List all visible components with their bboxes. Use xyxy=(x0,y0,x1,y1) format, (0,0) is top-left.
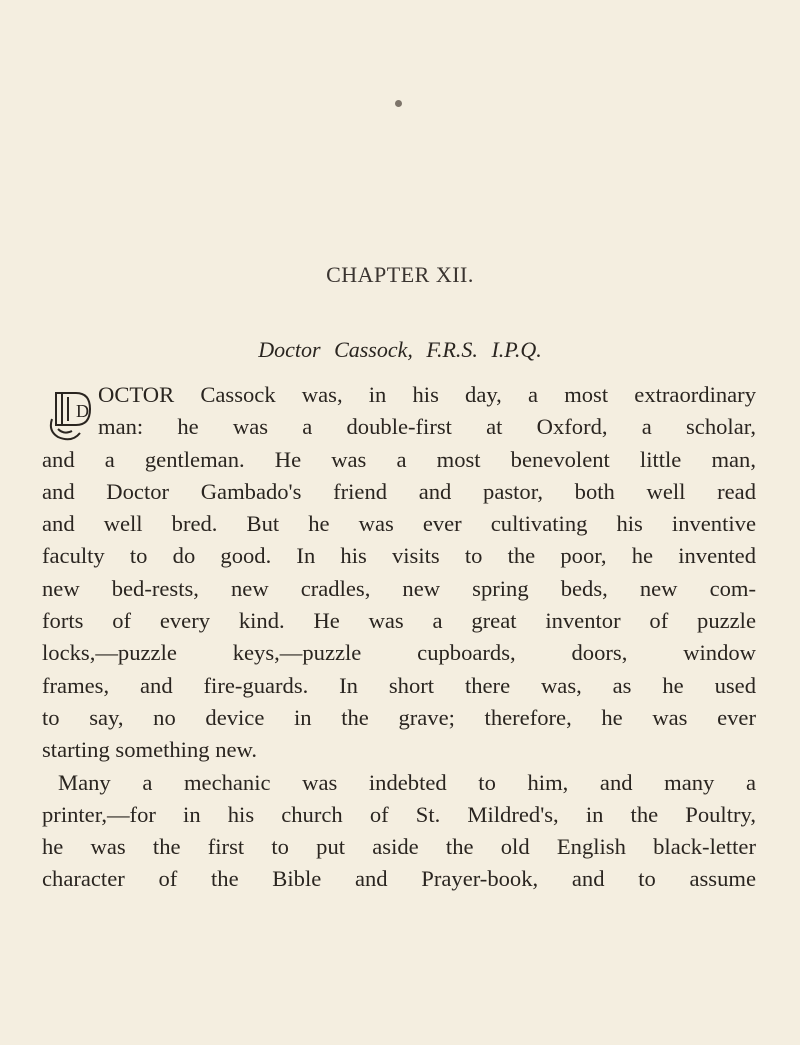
subtitle-surname: Cassock, xyxy=(334,337,413,362)
chapter-heading: CHAPTER XII. xyxy=(326,262,474,287)
subtitle-honor-1: F.R.S. xyxy=(426,337,478,362)
text-line: man: he was a double-first at Oxford, a scholar, xyxy=(98,414,756,440)
text-line: printer,—for in his church of St. Mildred's, in the Poultry, xyxy=(42,801,756,827)
text-line: starting something new. xyxy=(42,737,258,763)
text-line: character of the Bible and Prayer-book, and to assume xyxy=(42,866,756,892)
text-line: forts of every kind. He was a great inventor of puzzle xyxy=(42,608,756,634)
text-line: to say, no device in the grave; therefore, he was ever xyxy=(42,704,756,730)
body-text xyxy=(42,379,756,896)
text-line: and Doctor Gambado's friend and pastor, both well read xyxy=(42,478,756,504)
text-line: and a gentleman. He was a most benevolent little man, xyxy=(42,446,756,472)
chapter-subtitle xyxy=(0,337,800,363)
text-line: frames, and fire-guards. In short there was, as he used xyxy=(42,672,756,698)
text-line: he was the first to put aside the old English black-letter xyxy=(42,834,756,860)
text-line: locks,—puzzle keys,—puzzle cupboards, doors, window xyxy=(42,640,756,666)
ink-mark xyxy=(395,100,402,107)
text-line: and well bred. But he was ever cultivating his inventive xyxy=(42,511,756,537)
drop-cap-letter: D xyxy=(76,401,89,421)
text-line: Many a mechanic was indebted to him, and many a xyxy=(58,769,756,795)
text-line: OCTOR Cassock was, in his day, a most extraordinary xyxy=(98,382,756,407)
subtitle-name: Doctor xyxy=(258,337,321,362)
subtitle-honor-2: I.P.Q. xyxy=(491,337,542,362)
text-line: faculty to do good. In his visits to the poor, he invented xyxy=(42,543,756,569)
text-line: new bed-rests, new cradles, new spring beds, new com- xyxy=(42,575,756,601)
